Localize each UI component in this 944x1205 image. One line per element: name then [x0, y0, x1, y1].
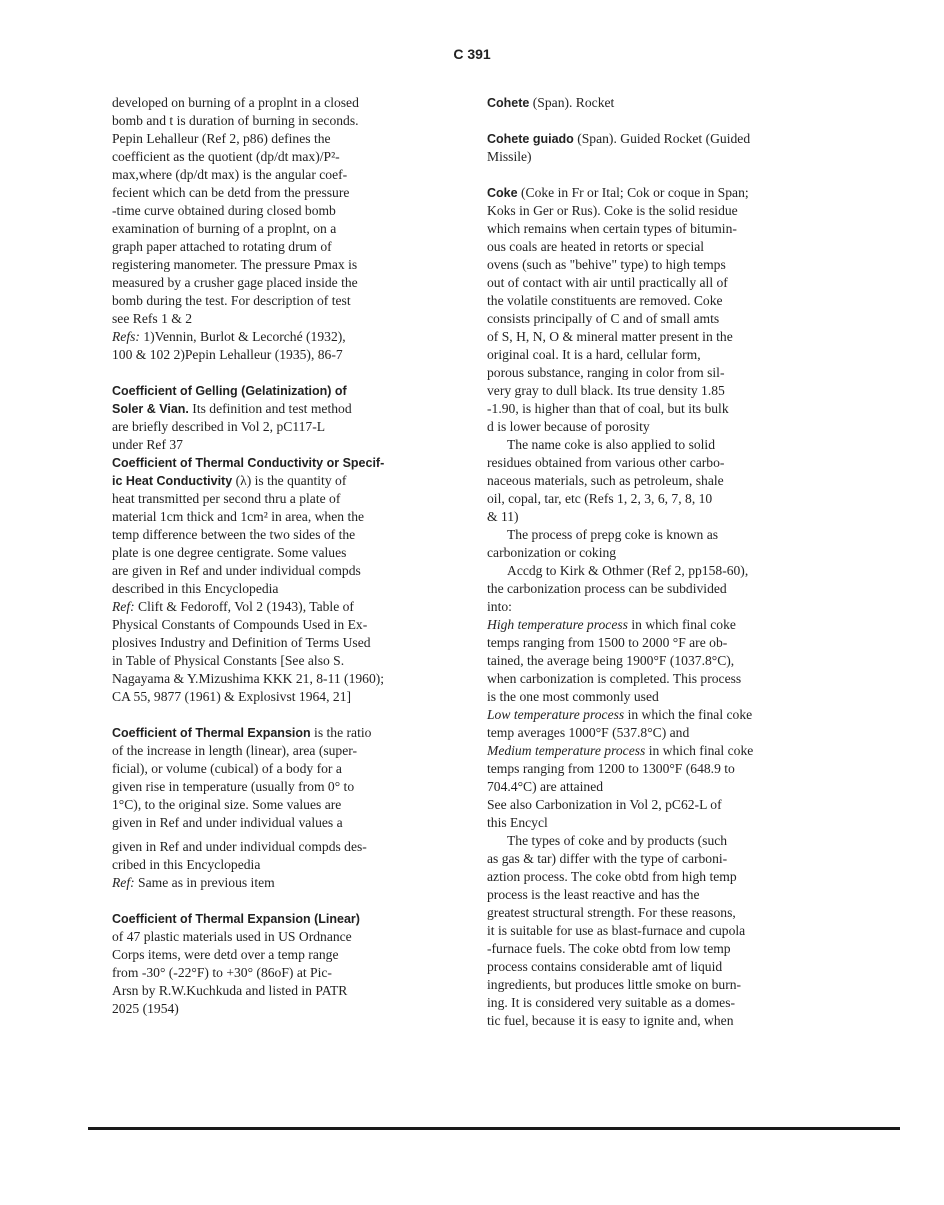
- text-line: of the increase in length (linear), area (super-: [112, 743, 358, 758]
- text-line: graph paper attached to rotating drum of: [112, 239, 332, 254]
- bottom-rule: [88, 1127, 900, 1130]
- text-line: given in Ref and under individual compds des-: [112, 839, 367, 854]
- text-line: cribed in this Encyclopedia: [112, 857, 261, 872]
- text-line: -furnace fuels. The coke obtd from low temp: [487, 941, 731, 956]
- intro-paragraph: [112, 94, 442, 364]
- text-line: it is suitable for use as blast-furnace and cupola: [487, 923, 746, 938]
- text-line: of S, H, N, O & mineral matter present in the: [487, 329, 733, 344]
- text-line: into:: [487, 599, 512, 614]
- medium-text: in which final coke: [645, 743, 754, 758]
- cohete-entry: [487, 94, 822, 112]
- text-line: porous substance, ranging in color from sil-: [487, 365, 725, 380]
- text-line: Accdg to Kirk & Othmer (Ref 2, pp158-60),: [507, 563, 749, 578]
- text-line: examination of burning of a proplnt, on a: [112, 221, 337, 236]
- text-line: ous coals are heated in retorts or special: [487, 239, 705, 254]
- text-line: 1°C), to the original size. Some values are: [112, 797, 342, 812]
- text-line: is the one most commonly used: [487, 689, 659, 704]
- text-line: oil, copal, tar, etc (Refs 1, 2, 3, 6, 7, 8, 10: [487, 491, 713, 506]
- text-line: of 47 plastic materials used in US Ordnance: [112, 929, 352, 944]
- text-line: from -30° (-22°F) to +30° (86oF) at Pic-: [112, 965, 332, 980]
- text-line: are briefly described in Vol 2, pC117-L: [112, 419, 326, 434]
- text-line: described in this Encyclopedia: [112, 581, 279, 596]
- thermal-title: Coefficient of Thermal Conductivity or Specif-: [112, 456, 385, 470]
- text-line: temps ranging from 1200 to 1300°F (648.9 to: [487, 761, 735, 776]
- text-line: plate is one degree centigrate. Some values: [112, 545, 347, 560]
- text-line: [487, 706, 822, 724]
- text-line: given in Ref and under individual values a: [112, 815, 343, 830]
- text-line: material 1cm thick and 1cm² in area, when the: [112, 509, 365, 524]
- thermal-expansion-linear-entry: [112, 910, 442, 1018]
- coke-entry: [487, 184, 822, 1030]
- entry-heading: [112, 454, 442, 472]
- text-line: [487, 184, 822, 202]
- thermal-text: (λ) is the quantity of: [232, 473, 347, 488]
- text-line: in Table of Physical Constants [See also S.: [112, 653, 345, 668]
- text-line: given rise in temperature (usually from 0° to: [112, 779, 355, 794]
- text-line: see Refs 1 & 2: [112, 311, 193, 326]
- ref-text: Same as in previous item: [134, 875, 275, 890]
- text-line: Corps items, were detd over a temp range: [112, 947, 339, 962]
- text-line: bomb and t is duration of burning in seconds.: [112, 113, 359, 128]
- thermal-title-cont: ic Heat Conductivity: [112, 474, 233, 488]
- text-line: out of contact with air until practically all of: [487, 275, 728, 290]
- text-line: measured by a crusher gage placed inside the: [112, 275, 358, 290]
- text-line: The types of coke and by products (such: [507, 833, 728, 848]
- high-text: in which final coke: [627, 617, 736, 632]
- text-line: Nagayama & Y.Mizushima KKK 21, 8-11 (1960);: [112, 671, 385, 686]
- text-line: The process of prepg coke is known as: [507, 527, 719, 542]
- text-line: consists principally of C and of small amts: [487, 311, 720, 326]
- text-line: 704.4°C) are attained: [487, 779, 604, 794]
- text-line: Arsn by R.W.Kuchkuda and listed in PATR: [112, 983, 348, 998]
- text-line: which remains when certain types of bitumin-: [487, 221, 737, 236]
- text-line: d is lower because of porosity: [487, 419, 650, 434]
- text-line: [487, 742, 822, 760]
- gelling-title: Coefficient of Gelling (Gelatinization) of: [112, 384, 347, 398]
- text-line: very gray to dull black. Its true density 1.85: [487, 383, 725, 398]
- text-line: temp averages 1000°F (537.8°C) and: [487, 725, 690, 740]
- text-line: the carbonization process can be subdivided: [487, 581, 727, 596]
- guiado-title: Cohete guiado: [487, 132, 574, 146]
- entry-heading: [112, 382, 442, 400]
- gelling-text: Its definition and test method: [188, 401, 352, 416]
- linear-title: Coefficient of Thermal Expansion (Linear): [112, 912, 360, 926]
- gelling-entry: [112, 382, 442, 454]
- text-line: when carbonization is completed. This process: [487, 671, 742, 686]
- medium-label: Medium temperature process: [487, 743, 646, 758]
- text-line: plosives Industry and Definition of Terms Used: [112, 635, 371, 650]
- text-line: process is the least reactive and has the: [487, 887, 700, 902]
- coke-text: (Coke in Fr or Ital; Cok or coque in Span;: [517, 185, 749, 200]
- low-label: Low temperature process: [487, 707, 625, 722]
- text-line: [112, 472, 442, 490]
- ref-line: [112, 874, 442, 892]
- refs-label: Refs:: [112, 329, 140, 344]
- text-line: [112, 724, 442, 742]
- low-text: in which the final coke: [624, 707, 753, 722]
- cohete-text: (Span). Rocket: [529, 95, 615, 110]
- text-line: tic fuel, because it is easy to ignite and, when: [487, 1013, 734, 1028]
- text-line: heat transmitted per second thru a plate of: [112, 491, 341, 506]
- expansion-text: is the ratio: [310, 725, 372, 740]
- text-line: greatest structural strength. For these reasons,: [487, 905, 736, 920]
- refs-line: [112, 328, 442, 346]
- ref-text: Clift & Fedoroff, Vol 2 (1943), Table of: [134, 599, 354, 614]
- text-line: & 11): [487, 509, 519, 524]
- text-line: this Encycl: [487, 815, 548, 830]
- text-line: Missile): [487, 149, 532, 164]
- text-line: temp difference between the two sides of the: [112, 527, 356, 542]
- text-line: [487, 130, 822, 148]
- ref-label: Ref:: [112, 599, 135, 614]
- text-line: bomb during the test. For description of test: [112, 293, 351, 308]
- ref-line: [112, 598, 442, 616]
- thermal-expansion-entry: [112, 724, 442, 892]
- guiado-text: (Span). Guided Rocket (Guided: [573, 131, 751, 146]
- cohete-guiado-entry: [487, 130, 822, 166]
- text-line: the volatile constituents are removed. Coke: [487, 293, 723, 308]
- text-line: [112, 400, 442, 418]
- right-column: [487, 94, 822, 1030]
- text-line: temps ranging from 1500 to 2000 °F are ob-: [487, 635, 728, 650]
- text-line: The name coke is also applied to solid: [507, 437, 716, 452]
- cohete-title: Cohete: [487, 96, 530, 110]
- text-line: See also Carbonization in Vol 2, pC62-L of: [487, 797, 722, 812]
- text-line: carbonization or coking: [487, 545, 617, 560]
- text-line: Pepin Lehalleur (Ref 2, p86) defines the: [112, 131, 331, 146]
- text-line: developed on burning of a proplnt in a closed: [112, 95, 359, 110]
- thermal-conductivity-entry: [112, 454, 442, 706]
- text-line: process contains considerable amt of liquid: [487, 959, 723, 974]
- text-line: are given in Ref and under individual compds: [112, 563, 361, 578]
- text-line: -1.90, is higher than that of coal, but its bulk: [487, 401, 729, 416]
- coke-title: Coke: [487, 186, 518, 200]
- text-line: [487, 616, 822, 634]
- text-line: fecient which can be detd from the pressure: [112, 185, 350, 200]
- text-line: ingredients, but produces little smoke on burn-: [487, 977, 742, 992]
- text-line: residues obtained from various other carbo-: [487, 455, 725, 470]
- text-line: ficial), or volume (cubical) of a body for a: [112, 761, 342, 776]
- text-line: CA 55, 9877 (1961) & Explosivst 1964, 21]: [112, 689, 352, 704]
- page-number: C 391: [453, 46, 491, 62]
- text-line: coefficient as the quotient (dp/dt max)/P²-: [112, 149, 340, 164]
- text-line: as gas & tar) differ with the type of carboni-: [487, 851, 728, 866]
- entry-heading: [112, 910, 442, 928]
- refs-text: 1)Vennin, Burlot & Lecorché (1932),: [139, 329, 346, 344]
- ref-label: Ref:: [112, 875, 135, 890]
- gelling-title-cont: Soler & Vian.: [112, 402, 189, 416]
- text-line: tained, the average being 1900°F (1037.8°C),: [487, 653, 735, 668]
- text-line: 2025 (1954): [112, 1001, 179, 1016]
- left-column: [112, 94, 442, 1018]
- text-line: ovens (such as "behive" type) to high temps: [487, 257, 726, 272]
- text-line: ing. It is considered very suitable as a domes-: [487, 995, 736, 1010]
- text-line: max,where (dp/dt max) is the angular coef-: [112, 167, 348, 182]
- high-label: High temperature process: [487, 617, 628, 632]
- text-line: registering manometer. The pressure Pmax is: [112, 257, 358, 272]
- text-line: 100 & 102 2)Pepin Lehalleur (1935), 86-7: [112, 347, 343, 362]
- text-line: Koks in Ger or Rus). Coke is the solid residue: [487, 203, 738, 218]
- text-line: original coal. It is a hard, cellular form,: [487, 347, 701, 362]
- text-line: -time curve obtained during closed bomb: [112, 203, 336, 218]
- expansion-title: Coefficient of Thermal Expansion: [112, 726, 311, 740]
- text-line: Physical Constants of Compounds Used in Ex-: [112, 617, 368, 632]
- text-line: naceous materials, such as petroleum, shale: [487, 473, 724, 488]
- text-line: under Ref 37: [112, 437, 183, 452]
- text-line: aztion process. The coke obtd from high temp: [487, 869, 737, 884]
